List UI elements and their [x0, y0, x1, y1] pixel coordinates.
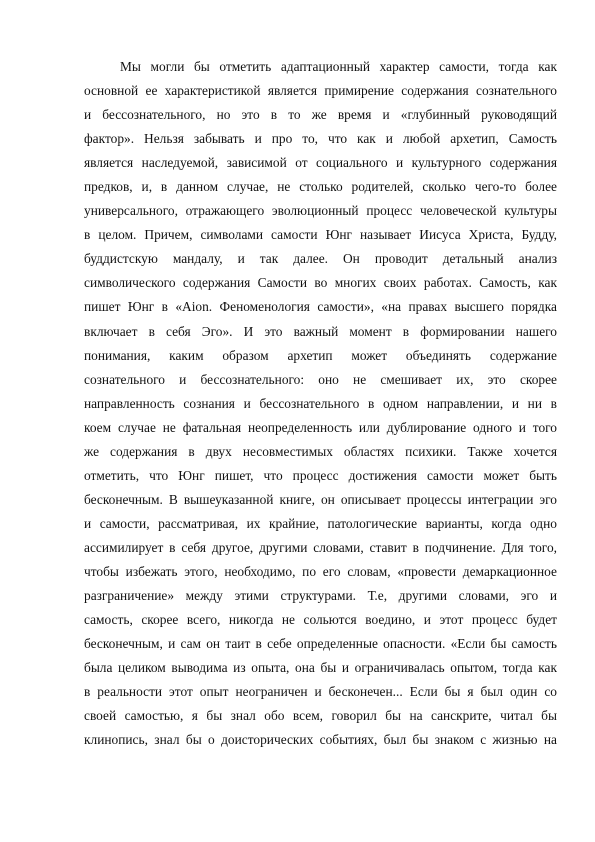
- text-line: чтобы избежать этого, необходимо, по его словам, «провести демаркационное: [84, 563, 557, 579]
- text-line: в реальности этот опыт неограничен и бесконечен... Если бы я был один со: [84, 684, 557, 700]
- text-line: отметить, что Юнг пишет, что процесс достижения самости может быть: [84, 467, 557, 483]
- text-line: основной ее характеристикой является примирение содержания сознательного: [84, 83, 557, 99]
- text-line: была целиком выводима из опыта, она бы и ограничивалась опытом, тогда как: [84, 660, 557, 676]
- text-line: универсального, отражающего эволюционный процесс человеческой культуры: [84, 203, 557, 219]
- text-line: Мы могли бы отметить адаптационный характер самости, тогда как: [120, 59, 557, 74]
- body-paragraph: [84, 55, 557, 752]
- text-line: клинопись, знал бы о доисторических событиях, был бы знаком с жизнью на: [84, 732, 557, 748]
- text-line: коем случае не фатальная неопределенность или дублирование одного и того: [84, 419, 557, 435]
- text-line: же содержания в двух несовместимых областях психики. Также хочется: [84, 443, 557, 459]
- text-line: и самости, рассматривая, их крайние, патологические варианты, когда одно: [84, 515, 557, 531]
- text-line: и бессознательного, но это в то же время и «глубинный руководящий: [84, 107, 557, 123]
- text-line: направленность сознания и бессознательного в одном направлении, и ни в: [84, 395, 557, 411]
- text-line: буддистскую мандалу, и так далее. Он проводит детальный анализ: [84, 251, 557, 267]
- text-line: предков, и, в данном случае, не столько родителей, сколько чего-то более: [84, 179, 557, 195]
- text-line: включает в себя Эго». И это важный момент в формировании нашего: [84, 323, 557, 339]
- text-line: бесконечным. В вышеуказанной книге, он описывает процессы интеграции эго: [84, 491, 557, 507]
- text-line: в целом. Причем, символами самости Юнг называет Иисуса Христа, Будду,: [84, 227, 557, 243]
- text-line: самость, скорее всего, никогда не сольются воедино, и этот процесс будет: [84, 612, 557, 628]
- text-line: фактор». Нельзя забывать и про то, что как и любой архетип, Самость: [84, 131, 557, 147]
- text-line: понимания, каким образом архетип может объединять содержание: [84, 347, 557, 363]
- text-line: разграничение» между этими структурами. Т.е, другими словами, эго и: [84, 588, 557, 604]
- text-line: своей самостью, я бы знал обо всем, говорил бы на санскрите, читал бы: [84, 708, 557, 724]
- text-line: символического содержания Самости во многих своих работах. Самость, как: [84, 275, 557, 291]
- text-line: сознательного и бессознательного: оно не смешивает их, это скорее: [84, 371, 557, 387]
- text-line: пишет Юнг в «Aion. Феноменология самости», «на правах высшего порядка: [84, 299, 557, 315]
- text-line: бесконечным, и сам он таит в себе определенные опасности. «Если бы самость: [84, 636, 557, 652]
- text-line: ассимилирует в себя другое, другими словами, ставит в подчинение. Для того,: [84, 539, 557, 555]
- text-line: является наследуемой, зависимой от социального и культурного содержания: [84, 155, 557, 171]
